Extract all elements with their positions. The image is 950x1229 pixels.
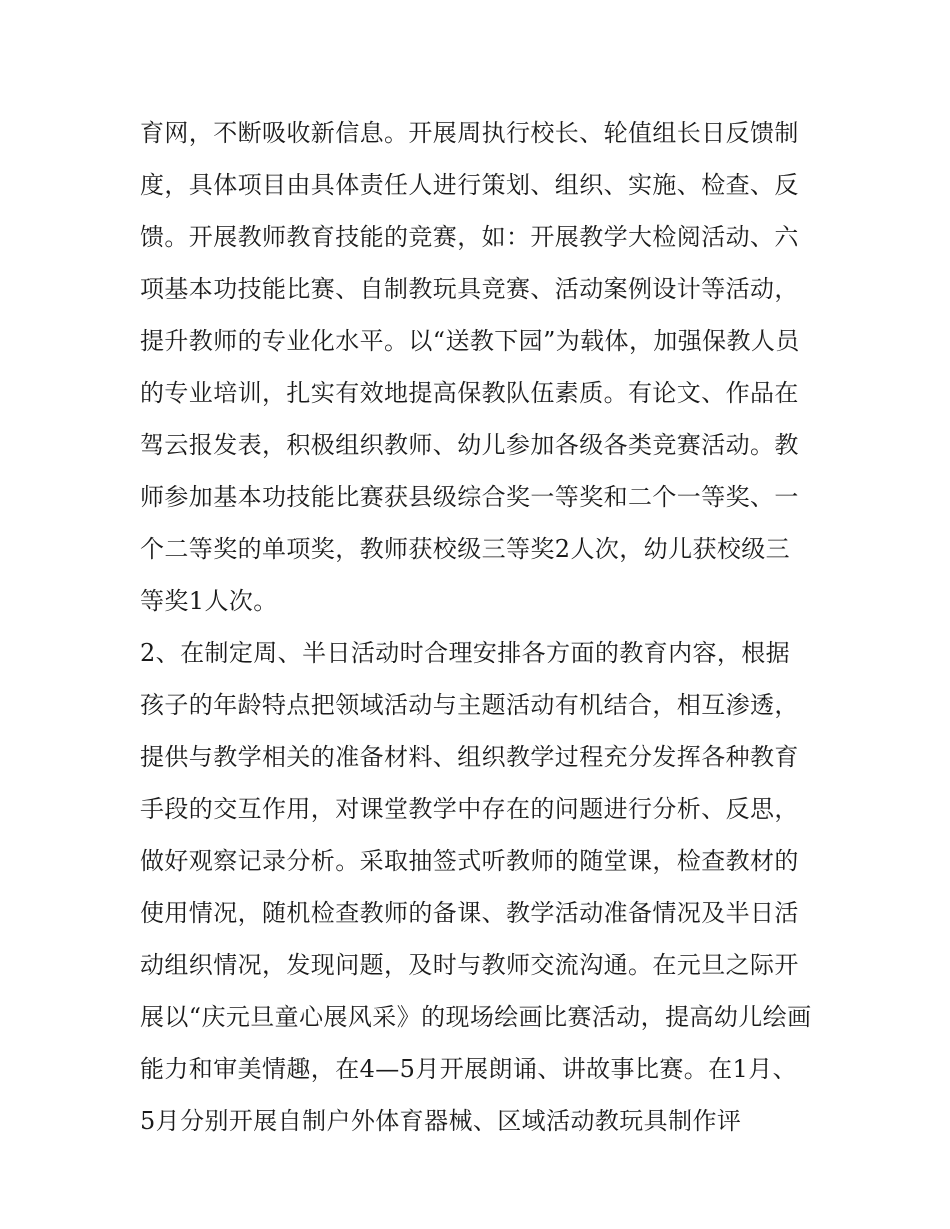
paragraph-item-2: 2、在制定周、半日活动时合理安排各方面的教育内容，根据孩子的年龄特点把领域活动与主题活动有机结合，相互渗透，提供与教学相关的准备材料、组织教学过程充分发挥各种教育手段的交互作用，对课堂教学中存在的问题进行分析、反思，做好观察记录分析。采取抽签式听教师的随堂课，检查教材的使用情况，随机检查教师的备课、教学活动准备情况及半日活动组织情况，发现问题，及时与教师交流沟通。在元旦之际开展以“庆元旦童心展风采》的现场绘画比赛活动，提高幼儿绘画能力和审美情趣，在4—5月开展朗诵、讲故事比赛。在1月、5月分别开展自制户外体育器械、区域活动教玩具制作评 — [140, 639, 812, 1135]
document-page — [140, 107, 812, 1147]
paragraph-continuation: 育网，不断吸收新信息。开展周执行校长、轮值组长日反馈制度，具体项目由具体责任人进行策划、组织、实施、检查、反馈。开展教师教育技能的竞赛，如：开展教学大检阅活动、六项基本功技能比赛、自制教玩具竞赛、活动案例设计等活动，提升教师的专业化水平。以“送教下园”为载体，加强保教人员的专业培训，扎实有效地提高保教队伍素质。有论文、作品在驾云报发表，积极组织教师、幼儿参加各级各类竞赛活动。教师参加基本功技能比赛获县级综合奖一等奖和二个一等奖、一个二等奖的单项奖，教师获校级三等奖2人次，幼儿获校级三等奖1人次。 — [140, 119, 800, 615]
